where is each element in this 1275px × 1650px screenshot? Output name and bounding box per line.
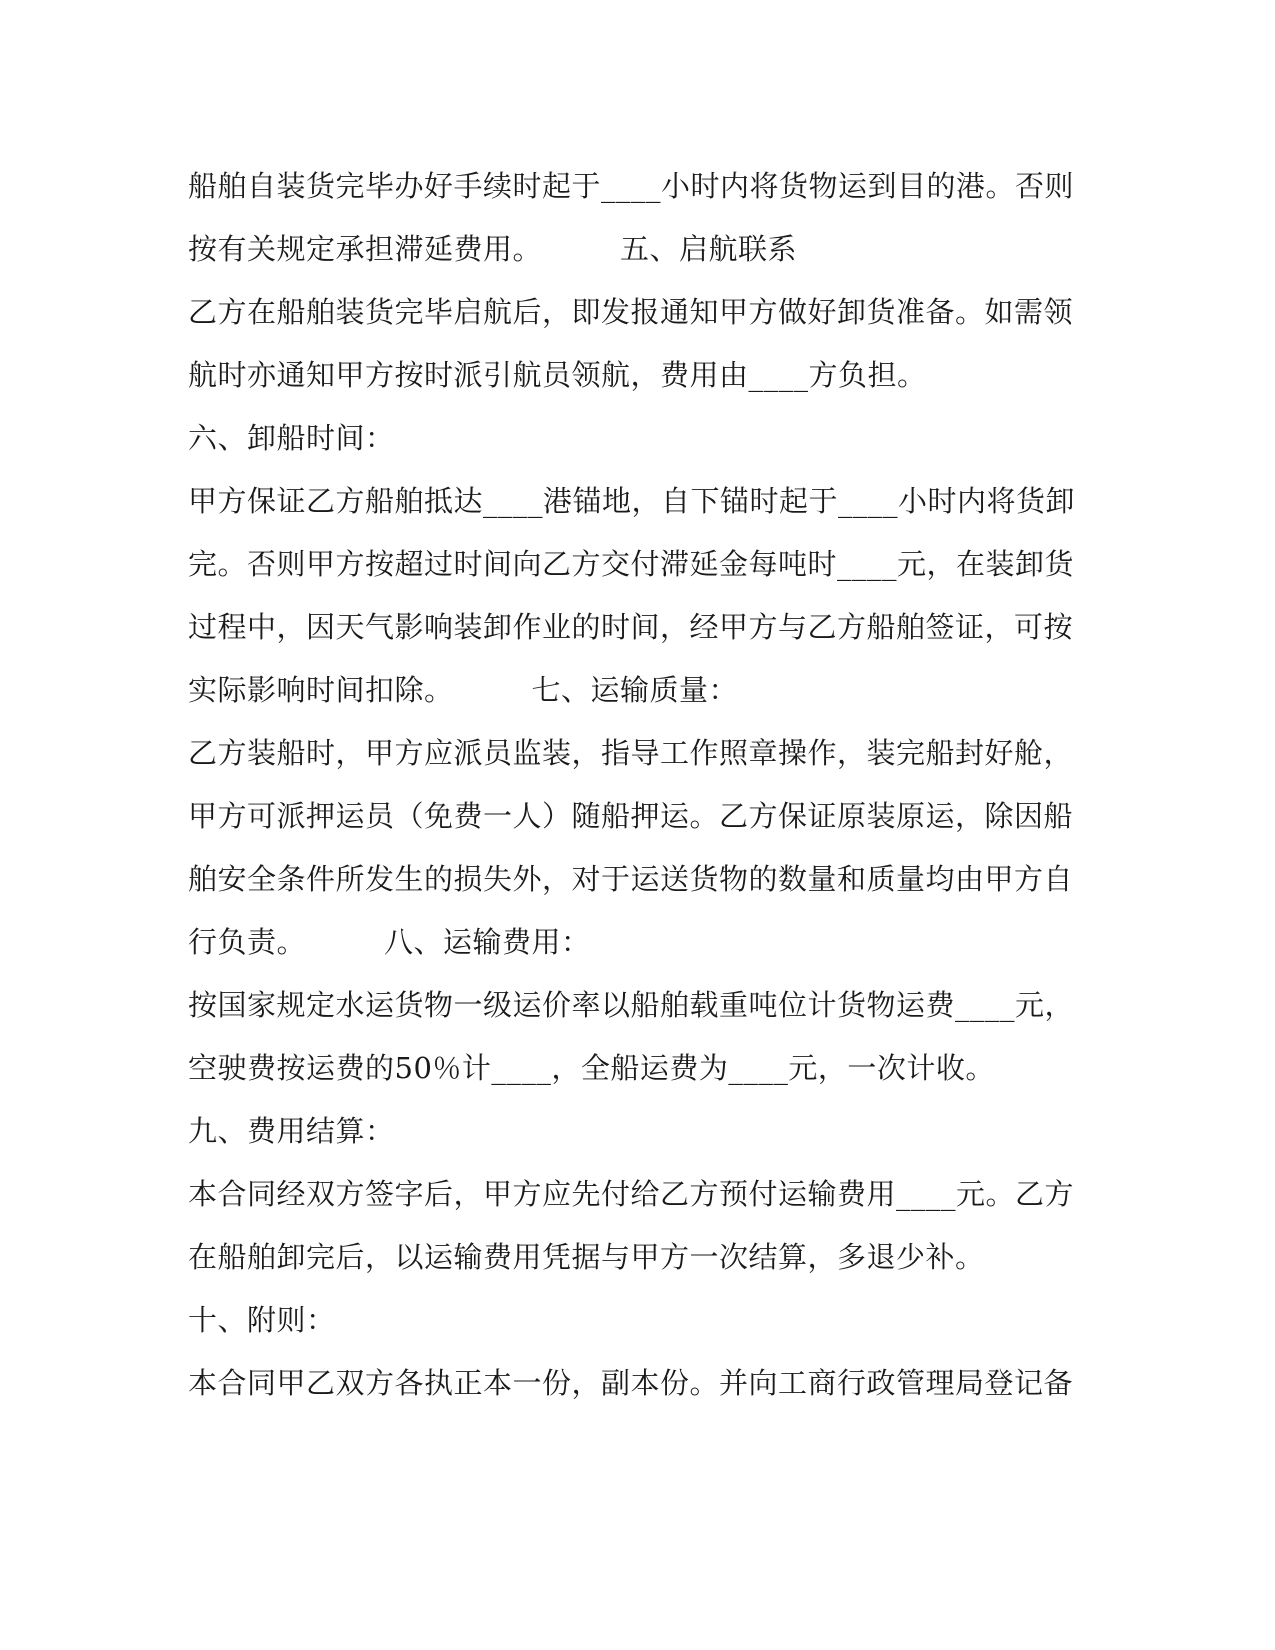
text-line: 完。否则甲方按超过时间向乙方交付滞延金每吨时____元，在装卸货 bbox=[188, 547, 1075, 581]
text-line: 航时亦通知甲方按时派引航员领航，费用由____方负担。 bbox=[188, 358, 927, 392]
text-line: 甲方可派押运员（免费一人）随船押运。乙方保证原装原运，除因船 bbox=[188, 799, 1074, 833]
text-line: 按有关规定承担滞延费用。 五、启航联系 bbox=[188, 232, 798, 266]
text-line: 过程中，因天气影响装卸作业的时间，经甲方与乙方船舶签证，可按 bbox=[188, 610, 1074, 644]
section-heading: 七、运输质量： bbox=[531, 673, 739, 707]
text-line: 乙方装船时，甲方应派员监装，指导工作照章操作，装完船封好舱， bbox=[188, 736, 1074, 770]
text-line: 本合同经双方签字后，甲方应先付给乙方预付运输费用____元。乙方 bbox=[188, 1177, 1075, 1211]
text-line: 按国家规定水运货物一级运价率以船舶载重吨位计货物运费____元， bbox=[188, 988, 1075, 1022]
text-line: 实际影响时间扣除。 七、运输质量： bbox=[188, 673, 739, 707]
text-line: 乙方在船舶装货完毕启航后，即发报通知甲方做好卸货准备。如需领 bbox=[188, 295, 1074, 329]
text-line: 舶安全条件所发生的损失外，对于运送货物的数量和质量均由甲方自 bbox=[188, 862, 1074, 896]
text-line: 船舶自装货完毕办好手续时起于____小时内将货物运到目的港。否则 bbox=[188, 169, 1075, 203]
text-line: 在船舶卸完后，以运输费用凭据与甲方一次结算，多退少补。 bbox=[188, 1240, 985, 1274]
section-heading: 十、附则： bbox=[188, 1303, 336, 1337]
section-heading: 六、卸船时间： bbox=[188, 421, 395, 455]
section-heading: 八、运输费用： bbox=[384, 925, 591, 959]
text-line: 空驶费按运费的50％计____，全船运费为____元，一次计收。 bbox=[188, 1051, 995, 1085]
document-body bbox=[188, 155, 1076, 1415]
text-line: 行负责。 八、运输费用： bbox=[188, 925, 591, 959]
section-heading: 九、费用结算： bbox=[188, 1114, 395, 1148]
section-heading: 五、启航联系 bbox=[620, 232, 798, 266]
text-line: 本合同甲乙双方各执正本一份，副本份。并向工商行政管理局登记备 bbox=[188, 1366, 1074, 1400]
text-line: 甲方保证乙方船舶抵达____港锚地，自下锚时起于____小时内将货卸 bbox=[188, 484, 1076, 518]
